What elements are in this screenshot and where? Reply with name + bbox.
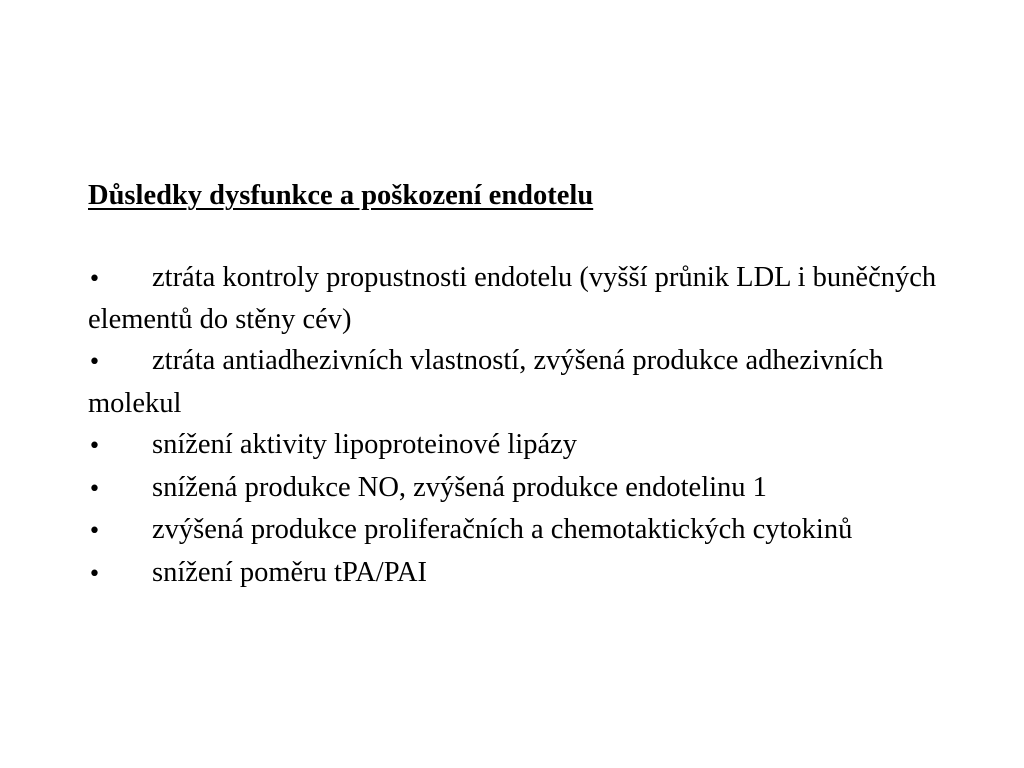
bullet-item bbox=[88, 258, 948, 342]
bullet-text: zvýšená produkce proliferačních a chemotaktických cytokinů bbox=[152, 514, 853, 546]
bullet-text: ztráta kontroly propustnosti endotelu (vyšší průnik LDL i buněčných elementů do stěny cév) bbox=[88, 261, 937, 336]
bullet-item bbox=[88, 425, 948, 468]
bullet-icon: • bbox=[88, 476, 101, 502]
bullet-icon: • bbox=[88, 562, 101, 588]
bullet-item bbox=[88, 468, 948, 511]
bullet-icon: • bbox=[88, 519, 101, 545]
bullet-icon: • bbox=[88, 350, 101, 376]
slide-title: Důsledky dysfunkce a poškození endotelu bbox=[88, 180, 594, 211]
bullet-icon: • bbox=[88, 266, 101, 292]
bullet-list bbox=[88, 258, 948, 596]
bullet-text: snížení aktivity lipoproteinové lipázy bbox=[152, 428, 578, 460]
bullet-item bbox=[88, 553, 948, 596]
bullet-text: snížená produkce NO, zvýšená produkce endotelinu 1 bbox=[152, 471, 767, 503]
bullet-item bbox=[88, 341, 948, 425]
bullet-icon: • bbox=[88, 433, 101, 459]
spacer bbox=[88, 217, 948, 258]
bullet-text: ztráta antiadhezivních vlastností, zvýšená produkce adhezivních molekul bbox=[88, 345, 884, 419]
slide-content bbox=[88, 176, 948, 596]
bullet-item bbox=[88, 510, 948, 553]
bullet-text: snížení poměru tPA/PAI bbox=[152, 557, 427, 589]
